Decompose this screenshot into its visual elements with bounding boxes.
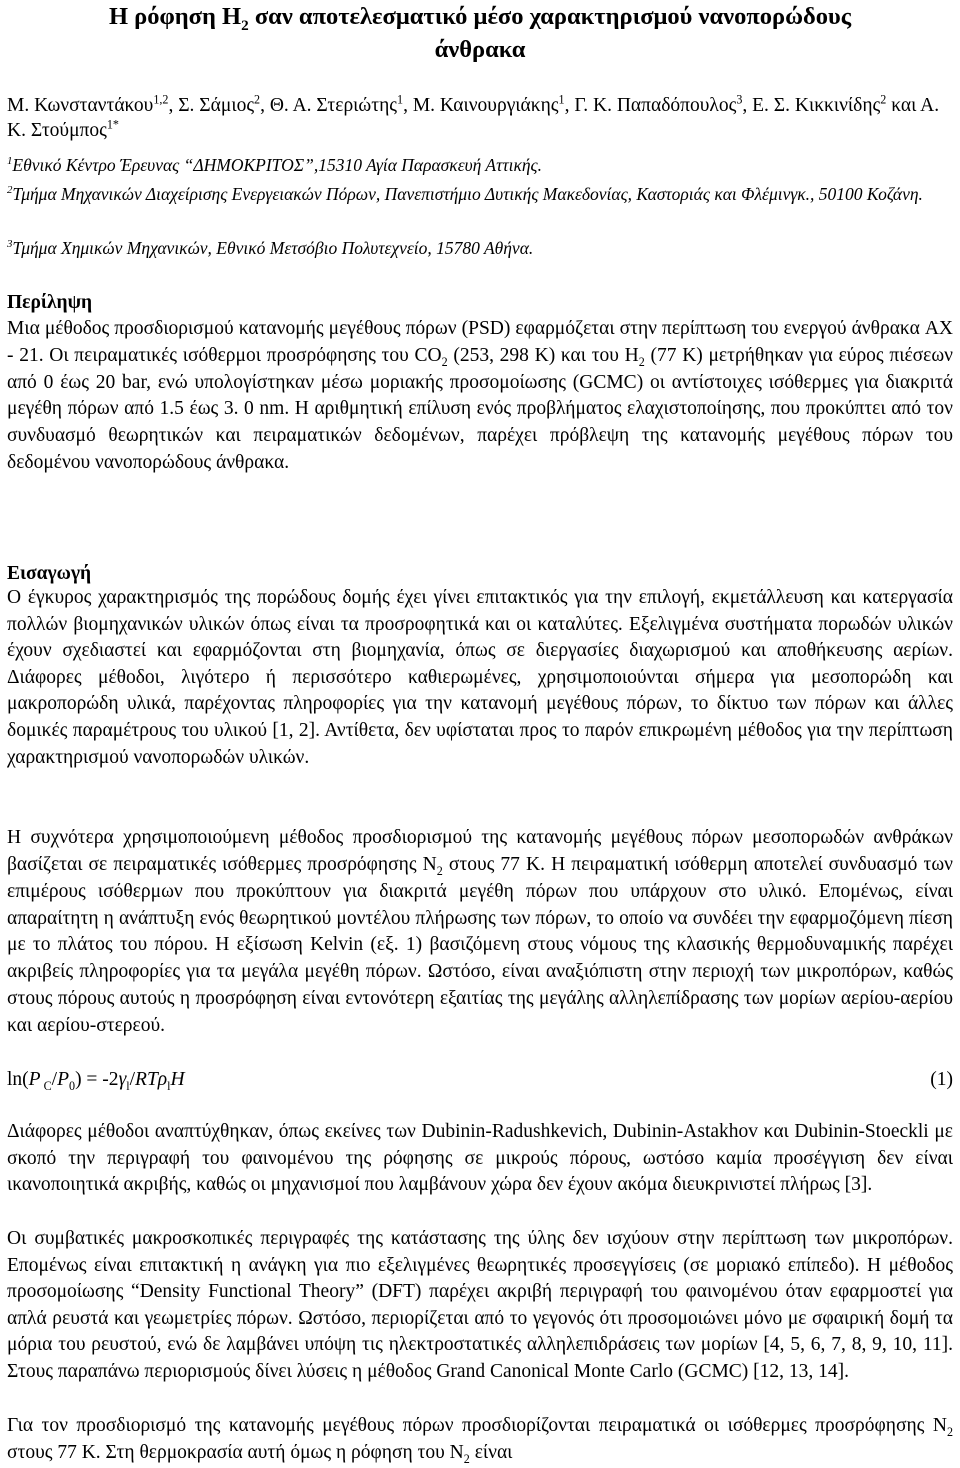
equation-subscript: C: [40, 1078, 52, 1093]
introduction-paragraph-1: Ο έγκυρος χαρακτηρισμός της πορώδους δομής έχει γίνει επιτακτικός για την επιλογή, εκμετάλλευση και κατεργασία πολλών βιομηχανικών υλικών όπως είναι τα προσροφητικά και οι καταλύτες. Εξελιγμένα συστήματα πορωδών υλικών έχουν σχεδιαστεί και εφαρμόζονται στη βιομηχανία, όπως σε διεργασίες διαχωρισμού και αποθήκευσης αερίων. Διάφορες μέθοδοι, λιγότερο ή περισσότερο καθιερωμένες, χρησιμοποιούνται σήμερα για μεσοπορώδη και μακροπορώδη υλικά, παρέχοντας πληροφορίες για την κατανομή μεγέθους πόρων, το δίκτυο των πόρων και άλλες δομικές παραμέτρους του υλικού [1, 2]. Αντίθετα, δεν υφίσταται προς το παρόν επικρωμένη μέθοδος για την περίπτωση χαρακτηρισμού νανοπορωδών υλικών.: [7, 587, 953, 768]
author-superscript: 1: [397, 92, 404, 107]
author-superscript: 3: [736, 92, 743, 107]
title-line-1: [0, 0, 960, 33]
equation-part: /: [129, 1069, 136, 1090]
affiliation-number: 1: [7, 155, 13, 168]
title-text: σαν αποτελεσματικό μέσο χαρακτηρισμού νανοπορώδους: [248, 3, 852, 30]
introduction-paragraph-4: Οι συμβατικές μακροσκοπικές περιγραφές της κατάστασης της ύλης δεν ισχύουν στην περίπτωση των μικροπόρων. Επομένως είναι επιτακτική η ανάγκη για πιο εξελιγμένες θεωρητικές προσεγγίσεις (σε μοριακό επίπεδο). Η μέθοδος προσομοίωσης “Density Functional Theory” (DFT) παρέχει ακριβή περιγραφή του φαινομένου όταν εφαρμοστεί για απλά ρευστά και γεωμετρίες πόρων. Ωστόσο, περιορίζεται από το γεγονός ότι προσομοιώνει μόνο με σφαιρική δομή τα μόρια του ρευστού, ενώ δε λαμβάνει υπόψη τις ηλεκτροστατικές αλληλεπιδράσεις των μορίων [4, 5, 6, 7, 8, 9, 10, 11]. Στους παραπάνω περιορισμούς δίνει λύσεις η μέθοδος Grand Canonical Monte Carlo (GCMC) [12, 13, 14].: [7, 1228, 953, 1382]
equation-part: ln(: [7, 1069, 29, 1090]
author-superscript: 1,2: [153, 92, 169, 107]
paragraph-text: στους 77 K. Η πειραματική ισόθερμη αποτελεί συνδυασμό των επιμέρους ισόθερμων που προκύπτουν για διακριτά μεγέθη πόρων που υπάρχουν στο υλικό. Επομένως, είναι απαραίτητη η ανάπτυξη ενός θεωρητικού μοντέλου πλήρωσης των πόρων, το οποίο να συνδέει την εφαρμοζόμενη πίεση με το πλάτος του πόρου. Η εξίσωση Kelvin (εξ. 1) βασιζόμενη στους νόμους της κλασικής θερμοδυναμικής παρέχει ακριβείς πληροφορίες για τα μεγάλα μεγέθη πόρων. Ωστόσο, είναι αναξιόπιστη στην περιοχή των μικροπόρων, καθώς στους πόρους αυτούς η προσρόφηση είναι εντονότερη εξαιτίας της μεγάλης αλληλεπίδρασης των μορίων αερίου-αερίου και αερίου-στερεού.: [7, 853, 953, 1036]
abstract-paragraph: [7, 316, 953, 477]
affiliation-2: [7, 182, 953, 207]
introduction-paragraph-5: [7, 1413, 953, 1466]
introduction-heading: Εισαγωγή: [7, 563, 92, 584]
affiliation-text: Τμήμα Χημικών Μηχανικών, Εθνικό Μετσόβιο Πολυτεχνείο, 15780 Αθήνα.: [12, 238, 534, 258]
kelvin-equation: [7, 1067, 953, 1093]
abstract-heading: Περίληψη: [7, 292, 93, 313]
subscript: 2: [436, 863, 443, 878]
equation-part: H: [170, 1069, 185, 1090]
equation-subscript: l: [126, 1078, 130, 1093]
paragraph-text: Η συχνότερα χρησιμοποιούμενη μέθοδος προσδιορισμού της κατανομής μεγέθους πόρων μεσοπορωδών ανθράκων βασίζεται σε πειραματικές ισόθερμες προσρόφησης N: [7, 827, 953, 875]
author: , Μ. Καινουργιάκης: [403, 95, 559, 116]
author: Μ. Κωνσταντάκου: [7, 95, 154, 116]
equation-part: P: [57, 1069, 70, 1090]
author: , Γ. Κ. Παπαδόπουλος: [564, 95, 737, 116]
affiliation-text: Εθνικό Κέντρο Έρευνας “ΔΗΜΟΚΡΙΤΟΣ”,15310 Αγία Παρασκευή Αττικής.: [12, 155, 543, 175]
affiliation-1: [7, 153, 953, 178]
equation-part: /: [51, 1069, 58, 1090]
equation-part: γ: [118, 1069, 127, 1090]
paragraph-text: Για τον προσδιορισμό της κατανομής μεγέθους πόρων προσδιορίζονται πειραματικά οι ισόθερμες προσρόφησης N: [7, 1415, 947, 1436]
equation-subscript: 0: [69, 1078, 76, 1093]
subscript: 2: [638, 354, 645, 369]
equation-part: RTρ: [135, 1069, 168, 1090]
affiliation-number: 3: [7, 238, 13, 251]
author-superscript: 2: [880, 92, 887, 107]
subscript: 2: [463, 1451, 470, 1466]
paragraph-text: στους 77 K. Στη θερμοκρασία αυτή όμως η ρόφηση του N: [7, 1441, 464, 1463]
equation-subscript: l: [167, 1078, 171, 1093]
paper-title: [0, 0, 960, 66]
introduction-paragraph-3: Διάφορες μέθοδοι αναπτύχθηκαν, όπως εκείνες των Dubinin-Radushkevich, Dubinin-Astakhov και Dubinin-Stoeckli με σκοπό την περιγραφή του φαινομένου της ρόφησης σε μικρούς πόρους, ωστόσο καμία προσέγγιση δεν είναι ικανοποιητικά ακριβής, καθώς οι μηχανισμοί που λαμβάνουν χώρα δεν έχουν ακόμα διευκρινιστεί πλήρως [3].: [7, 1121, 953, 1196]
author-superscript: 1: [558, 92, 565, 107]
abstract-text: Μια μέθοδος προσδιορισμού κατανομής μεγέθους πόρων (PSD) εφαρμόζεται στην περίπτωση του ενεργού άνθρακα AX - 21. Οι πειραματικές ισόθερμοι προσρόφησης του CO: [7, 318, 953, 366]
subscript: 2: [946, 1424, 953, 1439]
author-superscript: 1*: [106, 117, 119, 131]
subscript: 2: [441, 354, 448, 369]
author: , Θ. Α. Στεριώτης: [260, 95, 398, 116]
equation-part: ) = -2: [75, 1069, 119, 1090]
affiliation-text: Τμήμα Μηχανικών Διαχείρισης Ενεργειακών Πόρων, Πανεπιστήμιο Δυτικής Μακεδονίας, Καστοριάς και Φλέμινγκ., 50100 Κοζάνη.: [12, 184, 923, 204]
affiliation-3: [7, 236, 953, 261]
introduction-paragraph-2: [7, 825, 953, 1040]
author: και Α. Κ. Στούμπος: [7, 95, 940, 141]
title-subscript: 2: [241, 16, 249, 34]
author-superscript: 2: [254, 92, 261, 107]
abstract-text: (77 K) μετρήθηκαν για εύρος πιέσεων από 0 έως 20 bar, ενώ υπολογίστηκαν μέσω μοριακής προσομοίωσης (GCMC) οι αντίστοιχες ισόθερμες για διακριτά μεγέθη πόρων από 1.5 έως 3. 0 nm. Η αριθμητική επίλυση ενός προβλήματος ελαχιστοποίησης, που προκύπτει από τον συνδυασμό θεωρητικών και πειραματικών δεδομένων, παρέχει πρόβλεψη της κατανομής μεγέθους πόρων του δεδομένου νανοπορώδους άνθρακα.: [7, 344, 953, 473]
author: , Σ. Σάμιος: [168, 95, 255, 116]
title-line-2: άνθρακα: [434, 36, 526, 63]
equation-number: (1): [930, 1069, 953, 1090]
affiliation-number: 2: [7, 184, 13, 197]
author: , Ε. Σ. Κικκινίδης: [742, 95, 881, 116]
title-text: Η ρόφηση Η: [108, 3, 242, 30]
equation-part: P: [28, 1069, 41, 1090]
author-list: [7, 94, 953, 143]
abstract-text: (253, 298 K) και του H: [447, 344, 639, 366]
paragraph-text: είναι: [469, 1441, 513, 1463]
